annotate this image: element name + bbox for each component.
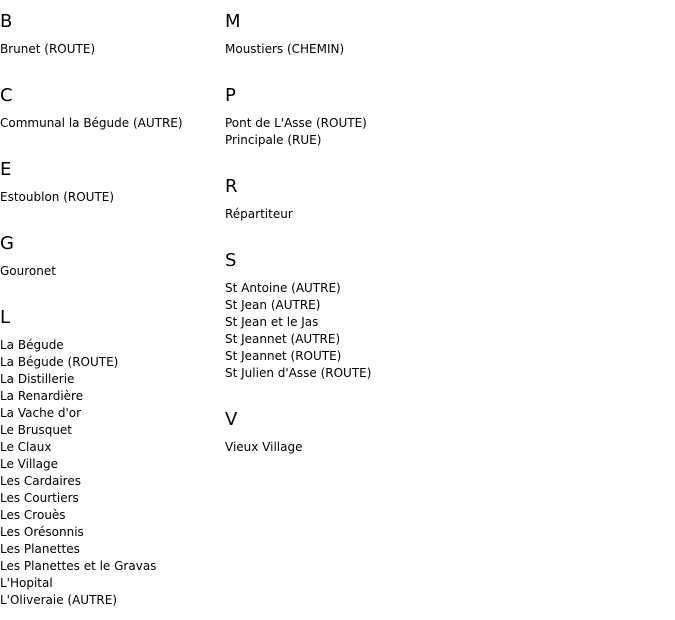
street-list-item: Moustiers (CHEMIN) bbox=[225, 42, 345, 56]
group-spacer bbox=[0, 280, 220, 307]
section-letter-heading: G bbox=[0, 233, 14, 254]
street-list bbox=[0, 263, 220, 280]
street-list-item: La Bégude (ROUTE) bbox=[0, 355, 119, 369]
section-letter-heading: S bbox=[225, 250, 237, 271]
street-list bbox=[0, 41, 220, 58]
street-list bbox=[225, 41, 445, 58]
letter-group-m bbox=[225, 11, 445, 58]
right-column bbox=[225, 11, 445, 456]
letter-group-e bbox=[0, 159, 220, 206]
street-list-item: La Distillerie bbox=[0, 372, 75, 386]
section-letter-heading: B bbox=[0, 11, 13, 32]
street-list-item: La Bégude bbox=[0, 338, 64, 352]
street-list-item: Les Orésonnis bbox=[0, 525, 84, 539]
letter-group-v bbox=[225, 409, 445, 456]
group-spacer bbox=[225, 149, 445, 176]
street-list bbox=[225, 439, 445, 456]
letter-group-l bbox=[0, 307, 220, 609]
street-list-item: Communal la Bégude (AUTRE) bbox=[0, 116, 183, 130]
street-list-item: Les Crouès bbox=[0, 508, 66, 522]
street-list-item: Le Claux bbox=[0, 440, 52, 454]
group-spacer bbox=[225, 223, 445, 250]
street-list-item: L'Oliveraie (AUTRE) bbox=[0, 593, 118, 607]
street-list-item: St Jeannet (AUTRE) bbox=[225, 332, 341, 346]
letter-group-c bbox=[0, 85, 220, 132]
section-letter-heading: M bbox=[225, 11, 241, 32]
street-list-item: Les Courtiers bbox=[0, 491, 79, 505]
street-list bbox=[0, 115, 220, 132]
left-column bbox=[0, 11, 220, 609]
street-list bbox=[225, 115, 445, 149]
section-letter-heading: V bbox=[225, 409, 238, 430]
street-list-item: La Renardière bbox=[0, 389, 84, 403]
group-spacer bbox=[225, 58, 445, 85]
street-list-item: L'Hopital bbox=[0, 576, 53, 590]
letter-group-r bbox=[225, 176, 445, 223]
street-list-item: Estoublon (ROUTE) bbox=[0, 190, 115, 204]
section-letter-heading: P bbox=[225, 85, 236, 106]
street-list-item: Les Planettes et le Gravas bbox=[0, 559, 157, 573]
street-list-item: Répartiteur bbox=[225, 207, 293, 221]
street-list-item: Pont de L'Asse (ROUTE) bbox=[225, 116, 367, 130]
street-list-item: St Julien d'Asse (ROUTE) bbox=[225, 366, 372, 380]
street-list-item: St Jean et le Jas bbox=[225, 315, 319, 329]
street-list-item: Principale (RUE) bbox=[225, 133, 322, 147]
street-list-item: St Antoine (AUTRE) bbox=[225, 281, 341, 295]
letter-group-p bbox=[225, 85, 445, 149]
street-list bbox=[0, 337, 220, 609]
street-list-item: Le Brusquet bbox=[0, 423, 73, 437]
group-spacer bbox=[225, 382, 445, 409]
letter-group-s bbox=[225, 250, 445, 382]
group-spacer bbox=[0, 206, 220, 233]
street-list-item: Les Planettes bbox=[0, 542, 80, 556]
street-list-item: Vieux Village bbox=[225, 440, 303, 454]
group-spacer bbox=[0, 132, 220, 159]
street-list-item: La Vache d'or bbox=[0, 406, 82, 420]
section-letter-heading: E bbox=[0, 159, 12, 180]
street-list bbox=[225, 280, 445, 382]
street-list bbox=[225, 206, 445, 223]
street-list-item: Le Village bbox=[0, 457, 58, 471]
street-list-item: Les Cardaires bbox=[0, 474, 81, 488]
section-letter-heading: L bbox=[0, 307, 11, 328]
group-spacer bbox=[0, 58, 220, 85]
letter-group-g bbox=[0, 233, 220, 280]
street-list-item: Brunet (ROUTE) bbox=[0, 42, 96, 56]
section-letter-heading: C bbox=[0, 85, 13, 106]
street-list-item: St Jeannet (ROUTE) bbox=[225, 349, 342, 363]
street-list bbox=[0, 189, 220, 206]
street-list-item: Gouronet bbox=[0, 264, 56, 278]
street-list-item: St Jean (AUTRE) bbox=[225, 298, 321, 312]
letter-group-b bbox=[0, 11, 220, 58]
section-letter-heading: R bbox=[225, 176, 238, 197]
